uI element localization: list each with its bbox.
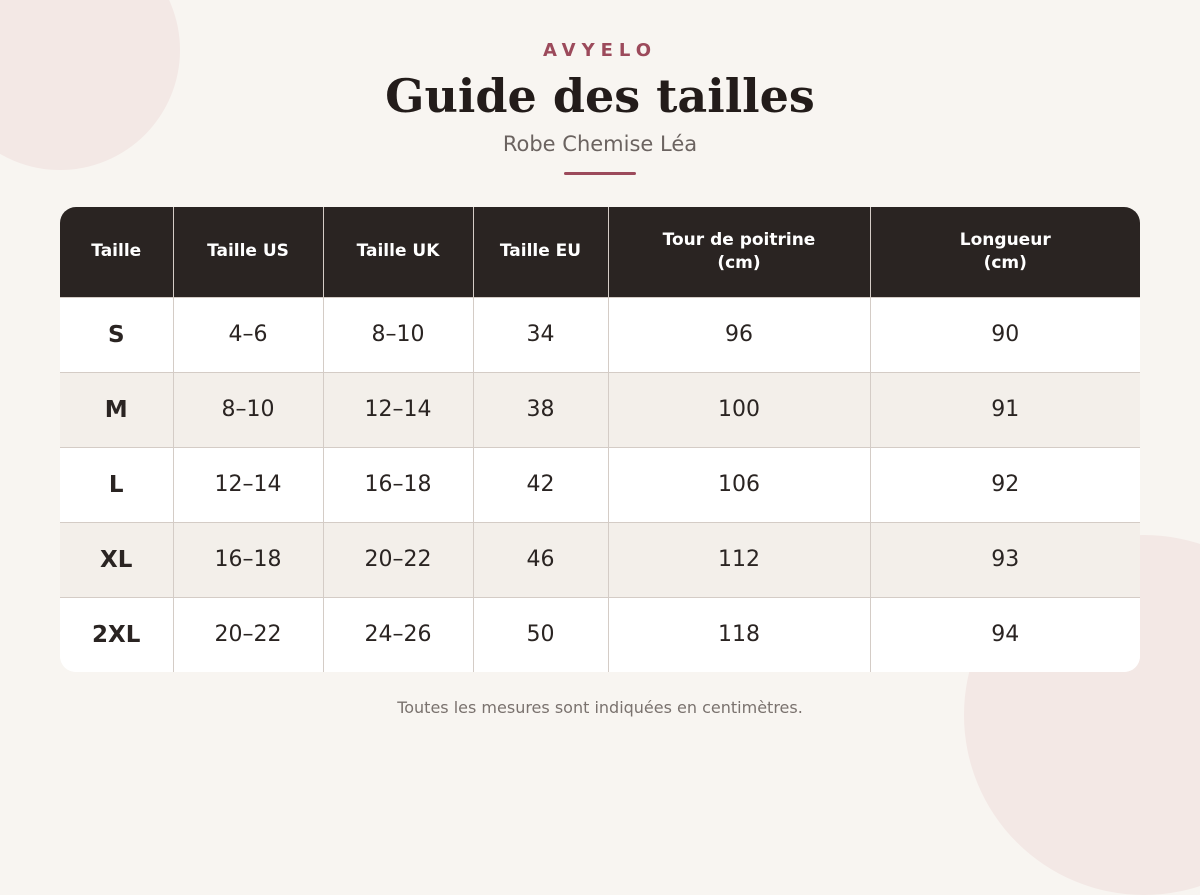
header-taille-eu (473, 207, 608, 297)
page-title: Guide des tailles (385, 69, 815, 123)
header-label: Taille UK (356, 241, 440, 262)
header-label: Taille US (207, 241, 289, 262)
cell-uk: 12–14 (323, 372, 473, 447)
header-unit: (cm) (983, 252, 1027, 273)
cell-size: 2XL (60, 597, 173, 672)
cell-eu: 42 (473, 447, 608, 522)
cell-size: XL (60, 522, 173, 597)
cell-length: 92 (870, 447, 1140, 522)
cell-us: 16–18 (173, 522, 323, 597)
cell-us: 4–6 (173, 297, 323, 372)
cell-eu: 38 (473, 372, 608, 447)
brand-name: AVYELO (542, 40, 658, 61)
product-name: Robe Chemise Léa (502, 132, 698, 156)
header-label: Taille EU (499, 241, 582, 262)
cell-size: S (60, 297, 173, 372)
cell-uk: 16–18 (323, 447, 473, 522)
cell-size: M (60, 372, 173, 447)
cell-chest: 96 (608, 297, 870, 372)
table-row (60, 372, 1140, 447)
table-header-row (60, 207, 1140, 297)
header-longueur (870, 207, 1140, 297)
cell-chest: 100 (608, 372, 870, 447)
table-row (60, 447, 1140, 522)
cell-us: 20–22 (173, 597, 323, 672)
cell-eu: 34 (473, 297, 608, 372)
cell-us: 12–14 (173, 447, 323, 522)
cell-size: L (60, 447, 173, 522)
header-label: Longueur (959, 229, 1051, 250)
cell-chest: 118 (608, 597, 870, 672)
header-taille-uk (323, 207, 473, 297)
table-row (60, 297, 1140, 372)
cell-length: 91 (870, 372, 1140, 447)
cell-uk: 20–22 (323, 522, 473, 597)
cell-length: 94 (870, 597, 1140, 672)
cell-uk: 24–26 (323, 597, 473, 672)
cell-eu: 46 (473, 522, 608, 597)
table-row (60, 597, 1140, 672)
size-chart-table (60, 207, 1140, 672)
header-unit: (cm) (717, 252, 761, 273)
footnote: Toutes les mesures sont indiquées en centimètres. (397, 698, 803, 717)
title-divider (564, 172, 636, 175)
cell-uk: 8–10 (323, 297, 473, 372)
cell-chest: 106 (608, 447, 870, 522)
header-label: Tour de poitrine (662, 229, 816, 250)
cell-length: 90 (870, 297, 1140, 372)
cell-length: 93 (870, 522, 1140, 597)
cell-chest: 112 (608, 522, 870, 597)
header-label: Taille (91, 241, 142, 262)
header-taille (60, 207, 173, 297)
cell-eu: 50 (473, 597, 608, 672)
cell-us: 8–10 (173, 372, 323, 447)
table-row (60, 522, 1140, 597)
header-tour-de-poitrine (608, 207, 870, 297)
header-taille-us (173, 207, 323, 297)
